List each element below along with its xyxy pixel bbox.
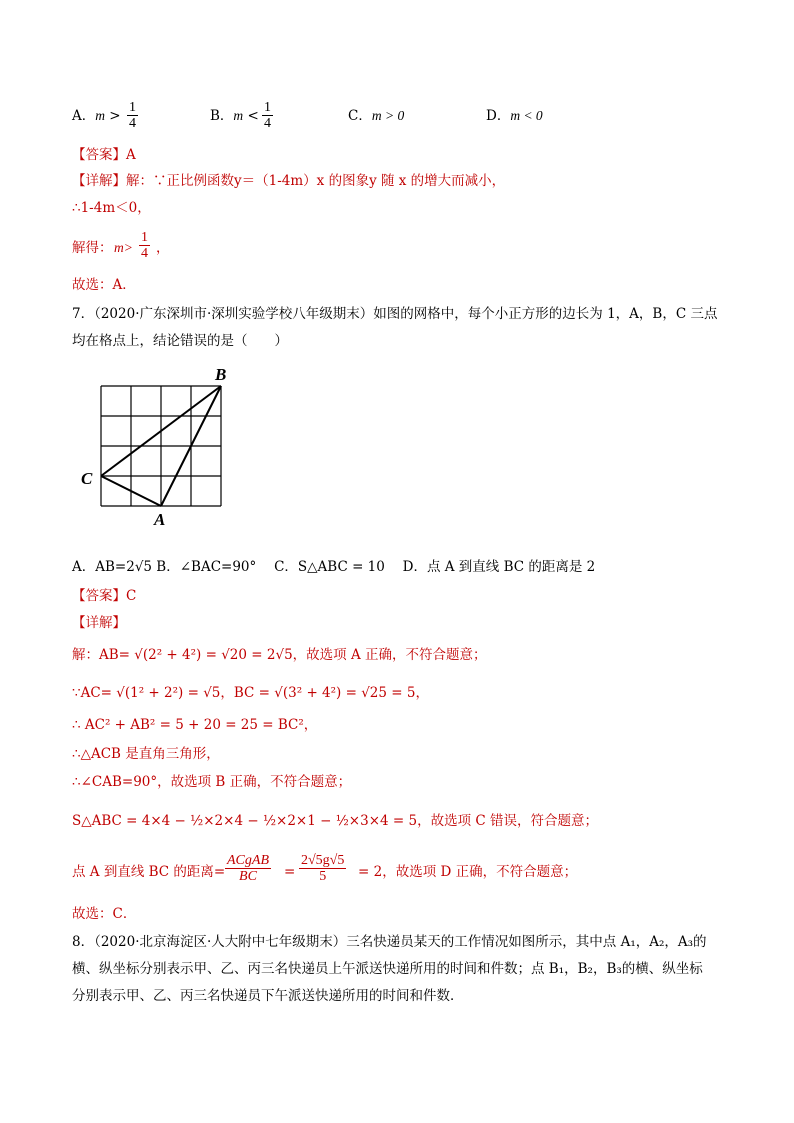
q7-options: A．AB=2√5 B．∠BAC=90° C．S△ABC = 10 D．点 A 到直线 BC 的距离是 2 bbox=[72, 559, 596, 575]
q7-stem-line2: 均在格点上，结论错误的是（ ） bbox=[72, 333, 288, 349]
detail-text: 解：∵正比例函数y＝（1-4m）x 的图象y 随 x 的增大而减小， bbox=[126, 173, 506, 189]
distance-prefix: 点 A 到直线 BC 的距离= bbox=[72, 864, 226, 880]
q7-solution-ac-bc: ∵AC= √(1² + 2²) = √5，BC = √(3² + 4²) = √25 = 5， bbox=[72, 685, 429, 701]
grid-lines bbox=[101, 386, 221, 506]
q6-detail bbox=[72, 172, 505, 190]
distance-suffix: = 2，故选项 D 正确，不符合题意； bbox=[358, 864, 578, 880]
q7-answer-tag: 【答案】C bbox=[72, 588, 137, 604]
detail-tag: 【详解】 bbox=[72, 173, 126, 189]
option-a-label: A． bbox=[72, 108, 96, 124]
frac-num: 2√5g√5 bbox=[301, 853, 345, 868]
option-c-expr: m > 0 bbox=[371, 108, 405, 123]
distance-fraction-1 bbox=[225, 853, 271, 884]
frac-num: 1 bbox=[141, 230, 148, 245]
q7-grid-figure bbox=[76, 362, 236, 532]
q7-solution-distance bbox=[72, 850, 632, 890]
q7-solution-area: S△ABC = 4×4 − ½×2×4 − ½×2×1 − ½×3×4 = 5，故选项 C 错误，符合题意； bbox=[72, 813, 598, 829]
q8-line2: 横、纵坐标分别表示甲、乙、丙三名快递员上午派送快递所用的时间和件数；点 B₁，B₂，B₃的横、纵坐标 bbox=[72, 961, 703, 977]
frac-num: ACgAB bbox=[227, 853, 269, 868]
q7-solution-angle: ∴∠CAB=90°，故选项 B 正确，不符合题意； bbox=[72, 774, 352, 790]
frac-den: BC bbox=[239, 869, 257, 884]
q6-answer-tag: 【答案】A bbox=[72, 147, 136, 163]
solve-prefix: 解得： bbox=[72, 240, 113, 256]
option-b-fraction bbox=[262, 100, 273, 131]
option-c-label: C． bbox=[348, 108, 372, 124]
option-a-relation: > bbox=[109, 108, 121, 124]
frac-den: 4 bbox=[264, 116, 271, 131]
option-b-relation: < bbox=[247, 108, 259, 124]
frac-num: 1 bbox=[129, 100, 136, 115]
distance-fraction-2 bbox=[299, 853, 346, 884]
option-a-var: m bbox=[95, 108, 105, 123]
point-b-label: B bbox=[215, 365, 227, 384]
equals-sign: = bbox=[284, 864, 296, 880]
q7-conclusion: 故选：C． bbox=[72, 906, 137, 922]
option-a bbox=[72, 107, 121, 125]
frac-den: 4 bbox=[141, 246, 148, 261]
q6-step-inequality: ∴1-4m＜0， bbox=[72, 200, 151, 216]
option-b bbox=[210, 107, 259, 125]
frac-num: 1 bbox=[264, 100, 271, 115]
option-d bbox=[486, 107, 543, 125]
option-c bbox=[348, 107, 404, 125]
frac-den: 4 bbox=[129, 116, 136, 131]
option-a-fraction bbox=[127, 100, 138, 131]
frac-den: 5 bbox=[319, 869, 327, 884]
q6-conclusion: 故选：A． bbox=[72, 277, 136, 293]
option-d-label: D． bbox=[486, 108, 511, 124]
q7-stem-line1: 7．（2020·广东深圳市·深圳实验学校八年级期末）如图的网格中，每个小正方形的边长为 1，A，B，C 三点 bbox=[72, 306, 718, 322]
solve-fraction bbox=[139, 230, 150, 261]
q7-solution-right-triangle: ∴△ACB 是直角三角形， bbox=[72, 746, 220, 762]
solve-suffix: ， bbox=[156, 240, 170, 256]
q7-detail-tag: 【详解】 bbox=[72, 615, 126, 631]
q8-line3: 分别表示甲、乙、丙三名快递员下午派送快递所用的时间和件数． bbox=[72, 988, 464, 1004]
point-a-label: A bbox=[154, 510, 166, 529]
solve-var: m> bbox=[114, 240, 133, 255]
q7-solution-pythagoras: ∴ AC² + AB² = 5 + 20 = 25 = BC²， bbox=[72, 717, 318, 733]
option-d-expr: m < 0 bbox=[510, 108, 543, 123]
q6-options-row bbox=[72, 100, 712, 136]
q8-line1: 8．（2020·北京海淀区·人大附中七年级期末）三名快递员某天的工作情况如图所示，其中点 A₁，A₂，A₃的 bbox=[72, 934, 707, 950]
point-c-label: C bbox=[81, 469, 93, 488]
q7-solution-ab: 解：AB= √(2² + 4²) = √20 = 2√5，故选项 A 正确，不符合题意； bbox=[72, 647, 487, 663]
option-b-label: B． bbox=[210, 108, 234, 124]
option-b-var: m bbox=[233, 108, 244, 123]
